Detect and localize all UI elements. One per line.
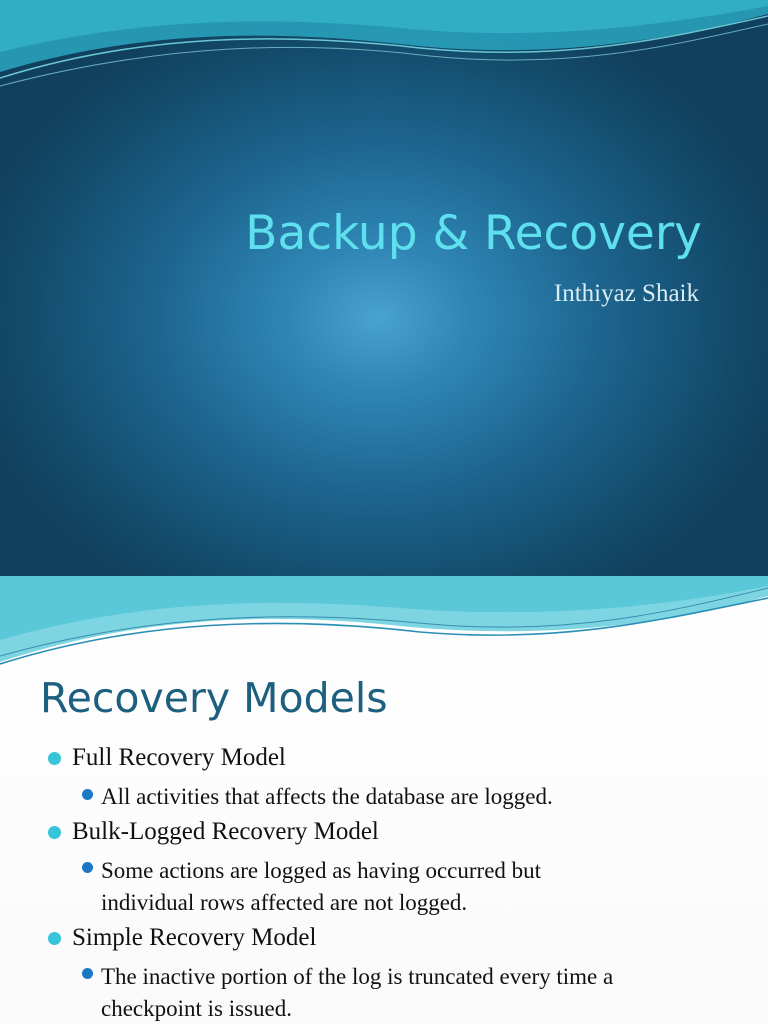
list-item: Full Recovery Model xyxy=(72,744,286,771)
bullet-dot-icon xyxy=(48,826,61,839)
sub-list-item-continued: individual rows affected are not logged. xyxy=(101,890,468,915)
content-slide xyxy=(0,576,768,1024)
wave-decoration xyxy=(0,0,768,90)
sub-bullet-dot-icon xyxy=(82,789,93,800)
sub-list-item-continued: checkpoint is issued. xyxy=(101,996,292,1021)
sub-list-item: The inactive portion of the log is truncated every time a xyxy=(101,964,614,989)
wave-decoration xyxy=(0,576,768,668)
slide-title: Backup & Recovery xyxy=(245,206,702,261)
slide-subtitle: Inthiyaz Shaik xyxy=(553,280,699,307)
sub-list-item: Some actions are logged as having occurred but xyxy=(101,858,542,883)
bullet-dot-icon xyxy=(48,752,61,765)
slide-heading: Recovery Models xyxy=(40,674,388,722)
bullet-dot-icon xyxy=(48,932,61,945)
list-item: Bulk-Logged Recovery Model xyxy=(72,818,379,845)
sub-bullet-dot-icon xyxy=(82,968,93,979)
sub-bullet-dot-icon xyxy=(82,862,93,873)
list-item: Simple Recovery Model xyxy=(72,924,317,951)
sub-list-item: All activities that affects the database are logged. xyxy=(101,784,553,809)
